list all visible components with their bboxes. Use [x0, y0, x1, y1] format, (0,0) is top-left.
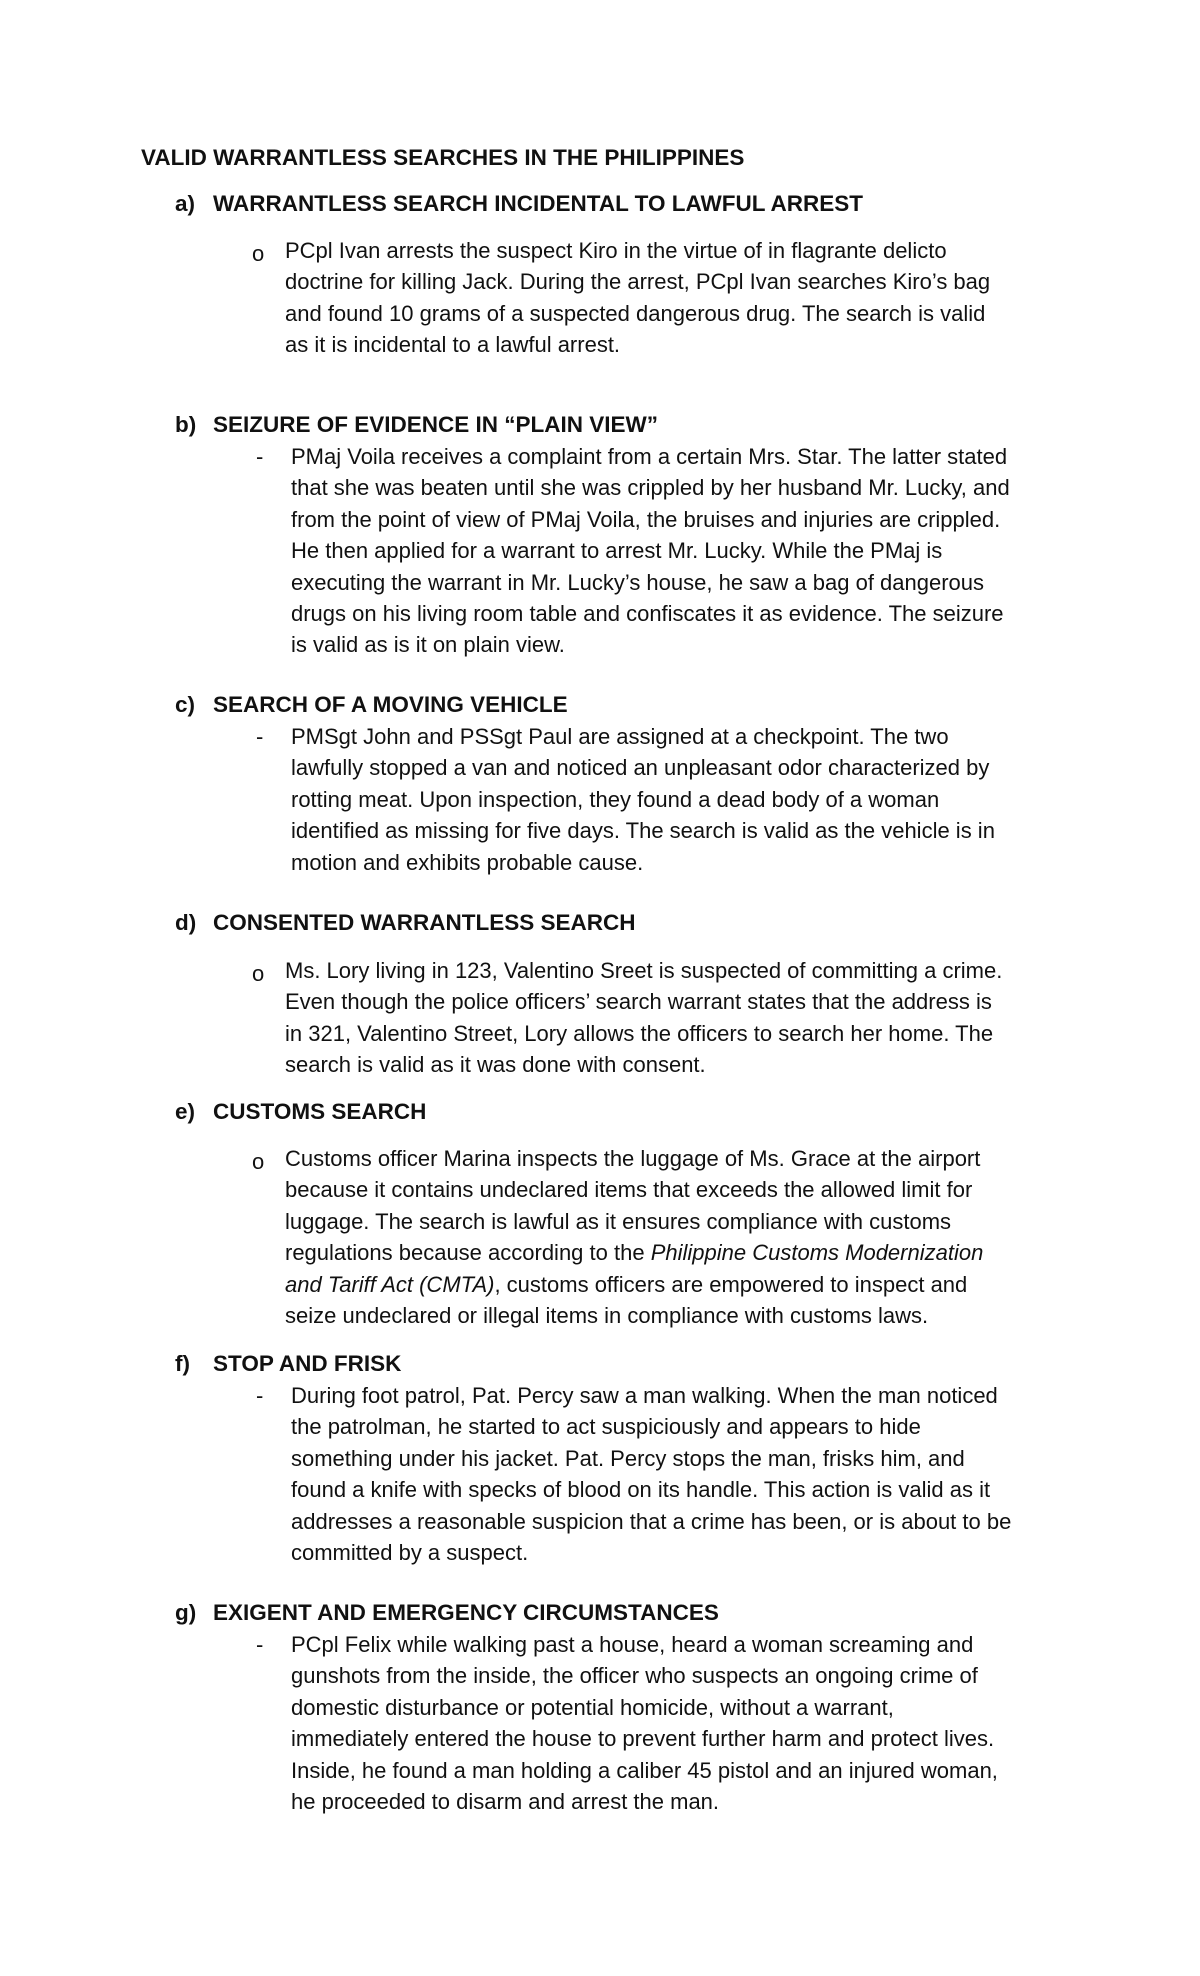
section-heading-text: CUSTOMS SEARCH [213, 1099, 427, 1124]
section-letter: g) [175, 1600, 197, 1625]
body-line: is valid as is it on plain view. [291, 632, 565, 658]
body-line: PCpl Ivan arrests the suspect Kiro in the virtue of in flagrante delicto [285, 238, 947, 263]
section-heading-text: STOP AND FRISK [213, 1351, 402, 1376]
section-body-e [285, 1143, 1075, 1331]
body-line: Even though the police officers’ search warrant states that the address is [285, 989, 992, 1015]
body-line: seize undeclared or illegal items in compliance with customs laws. [285, 1303, 929, 1329]
section-heading-text: SEARCH OF A MOVING VEHICLE [213, 692, 568, 717]
section-body-g [291, 1629, 1081, 1817]
section-body-a [285, 235, 1075, 361]
section-heading-e [175, 1097, 426, 1127]
body-line: rotting meat. Upon inspection, they found a dead body of a woman [291, 786, 940, 812]
body-line: doctrine for killing Jack. During the arrest, PCpl Ivan searches Kiro’s bag [285, 269, 991, 295]
body-line: luggage. The search is lawful as it ensures compliance with customs [285, 1208, 952, 1234]
dash-bullet-icon: - [256, 1383, 264, 1408]
body-line: committed by a suspect. [291, 1540, 529, 1566]
section-heading-f [175, 1349, 401, 1379]
section-letter: a) [175, 191, 196, 216]
body-line: PMSgt John and PSSgt Paul are assigned at a checkpoint. The two [291, 724, 949, 749]
body-line: something under his jacket. Pat. Percy stops the man, frisks him, and [291, 1445, 965, 1471]
body-line: executing the warrant in Mr. Lucky’s house, he saw a bag of dangerous [291, 569, 985, 595]
italic-act-name: and Tariff Act (CMTA) [285, 1271, 495, 1297]
body-line: in 321, Valentino Street, Lory allows the officers to search her home. The [285, 1020, 994, 1046]
dash-bullet-icon: - [256, 444, 264, 469]
section-body-b [291, 441, 1081, 661]
section-body-f [291, 1380, 1081, 1568]
body-line: identified as missing for five days. The search is valid as the vehicle is in [291, 818, 995, 844]
body-line: and found 10 grams of a suspected dangerous drug. The search is valid [285, 300, 986, 326]
section-heading-text: SEIZURE OF EVIDENCE IN “PLAIN VIEW” [213, 412, 659, 437]
body-line [285, 1237, 1075, 1268]
body-line: addresses a reasonable suspicion that a crime has been, or is about to be [291, 1508, 1012, 1534]
body-text-run: , customs officers are empowered to inspect and [494, 1271, 968, 1297]
body-line: found a knife with specks of blood on its handle. This action is valid as it [291, 1477, 991, 1503]
circle-bullet-icon: o [252, 961, 265, 986]
section-heading-c [175, 690, 568, 720]
body-line: immediately entered the house to prevent further harm and protect lives. [291, 1726, 995, 1752]
section-letter: f) [175, 1351, 190, 1376]
body-line: as it is incidental to a lawful arrest. [285, 332, 621, 358]
body-line [285, 1269, 1075, 1300]
circle-bullet-icon: o [252, 241, 265, 266]
section-heading-text: CONSENTED WARRANTLESS SEARCH [213, 910, 636, 935]
dash-bullet-icon: - [256, 724, 264, 749]
body-line: lawfully stopped a van and noticed an unpleasant odor characterized by [291, 755, 990, 781]
body-line: he proceeded to disarm and arrest the man. [291, 1789, 720, 1815]
section-heading-b [175, 410, 658, 440]
body-line: He then applied for a warrant to arrest Mr. Lucky. While the PMaj is [291, 538, 943, 564]
body-text-run: regulations because according to the [285, 1240, 645, 1266]
body-line: Ms. Lory living in 123, Valentino Sreet is suspected of committing a crime. [285, 958, 1003, 983]
body-line: because it contains undeclared items that exceeds the allowed limit for [285, 1177, 973, 1203]
body-line: domestic disturbance or potential homicide, without a warrant, [291, 1694, 894, 1720]
document-title: VALID WARRANTLESS SEARCHES IN THE PHILIPPINES [141, 145, 745, 170]
body-line: search is valid as it was done with consent. [285, 1052, 706, 1078]
section-heading-g [175, 1598, 719, 1628]
section-letter: e) [175, 1099, 196, 1124]
body-line: Customs officer Marina inspects the luggage of Ms. Grace at the airport [285, 1146, 981, 1171]
section-letter: d) [175, 910, 197, 935]
body-line: that she was beaten until she was crippled by her husband Mr. Lucky, and [291, 475, 1010, 501]
body-line: Inside, he found a man holding a caliber 45 pistol and an injured woman, [291, 1757, 998, 1783]
body-line: PMaj Voila receives a complaint from a certain Mrs. Star. The latter stated [291, 444, 1008, 469]
body-line: drugs on his living room table and confiscates it as evidence. The seizure [291, 601, 1004, 627]
section-letter: c) [175, 692, 196, 717]
section-body-d [285, 955, 1075, 1081]
section-heading-text: WARRANTLESS SEARCH INCIDENTAL TO LAWFUL ARREST [213, 191, 864, 216]
section-body-c [291, 721, 1081, 878]
body-line: PCpl Felix while walking past a house, heard a woman screaming and [291, 1632, 974, 1657]
italic-act-name: Philippine Customs Modernization [650, 1240, 984, 1266]
section-heading-text: EXIGENT AND EMERGENCY CIRCUMSTANCES [213, 1600, 719, 1625]
body-line: from the point of view of PMaj Voila, the bruises and injuries are crippled. [291, 506, 1001, 532]
dash-bullet-icon: - [256, 1632, 264, 1657]
section-heading-d [175, 908, 636, 938]
body-line: During foot patrol, Pat. Percy saw a man walking. When the man noticed [291, 1383, 998, 1408]
section-heading-a [175, 189, 863, 219]
body-line: gunshots from the inside, the officer who suspects an ongoing crime of [291, 1663, 978, 1689]
section-letter: b) [175, 412, 197, 437]
body-line: the patrolman, he started to act suspiciously and appears to hide [291, 1414, 921, 1440]
circle-bullet-icon: o [252, 1149, 265, 1174]
body-line: motion and exhibits probable cause. [291, 849, 644, 875]
